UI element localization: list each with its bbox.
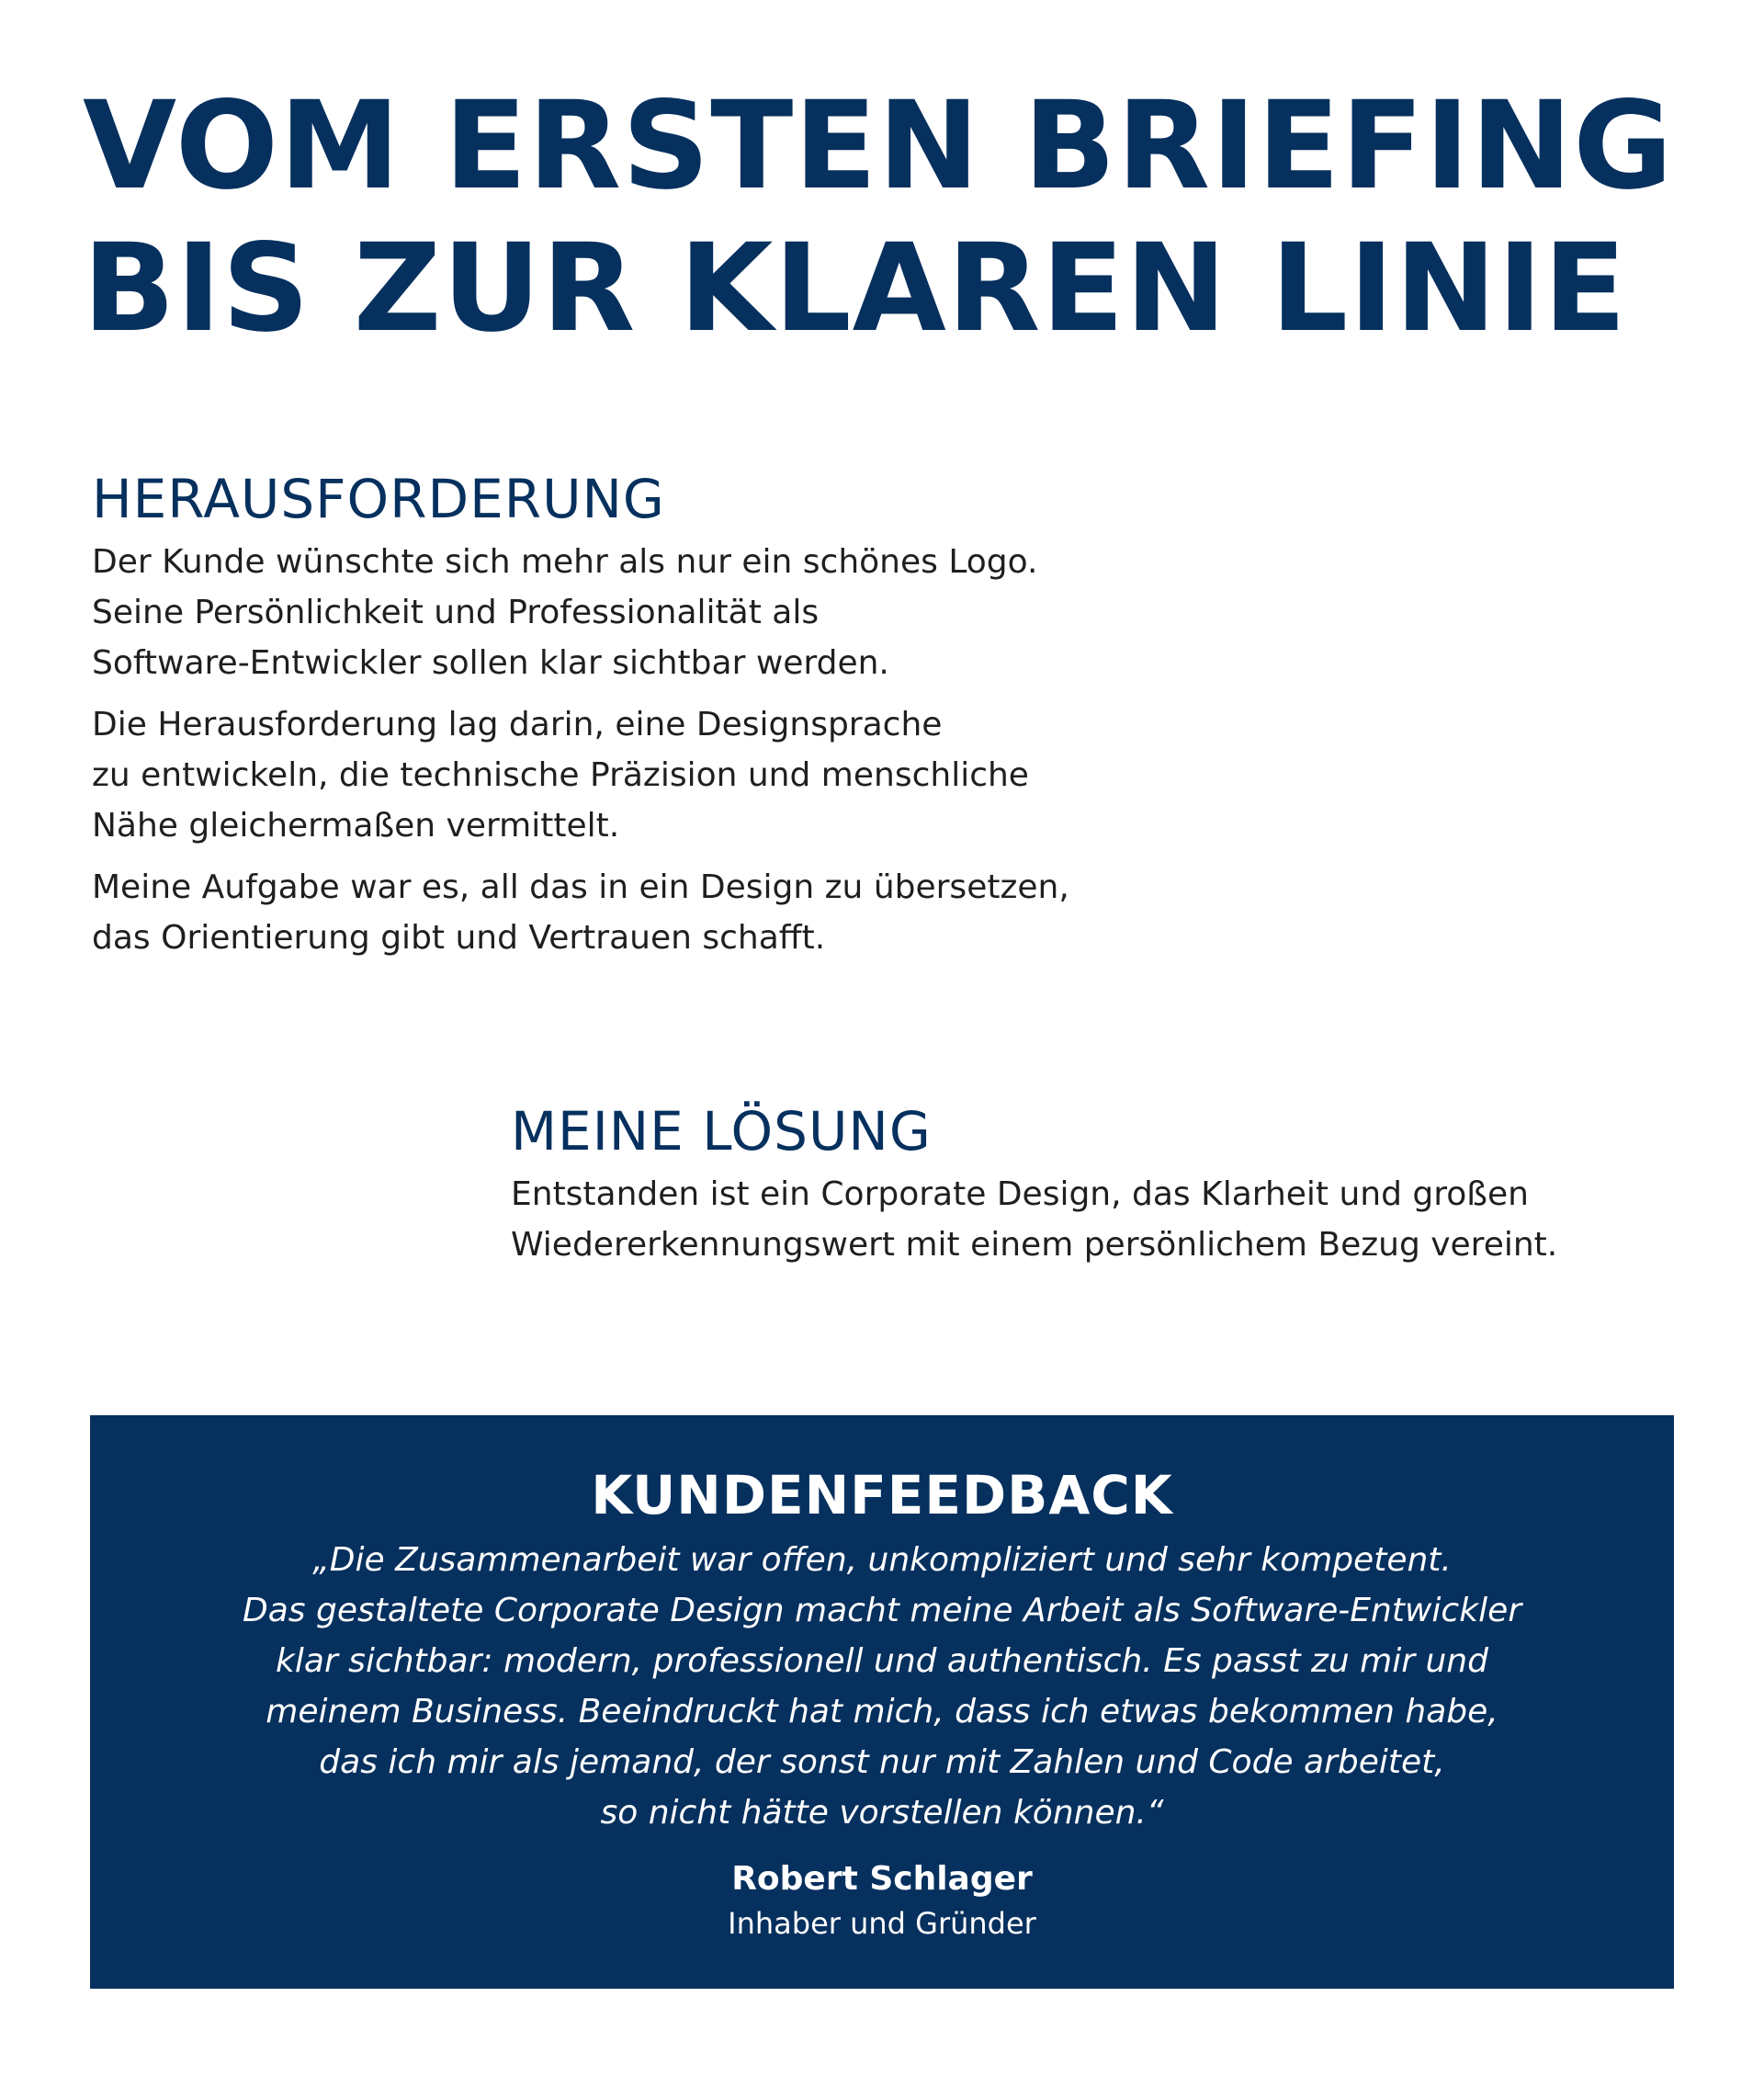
feedback-author: Robert Schlager <box>731 1860 1033 1898</box>
text-line: Der Kunde wünschte sich mehr als nur ein schönes Logo. <box>92 543 1038 581</box>
text-line: zu entwickeln, die technische Präzision und menschliche <box>92 756 1029 794</box>
quote-line: meinem Business. Beeindruckt hat mich, dass ich etwas bekommen habe, <box>266 1693 1498 1730</box>
feedback-heading: KUNDENFEEDBACK <box>591 1464 1173 1526</box>
quote-line: „Die Zusammenarbeit war offen, unkompliziert und sehr kompetent. <box>312 1541 1452 1579</box>
quote-line: das ich mir als jemand, der sonst nur mit Zahlen und Code arbeitet, <box>319 1743 1445 1781</box>
challenge-paragraph-2 <box>92 699 1194 851</box>
page-title-line-1: VOM ERSTEN BRIEFING <box>83 75 1674 217</box>
solution-section <box>511 1099 1733 1270</box>
quote-line: Das gestaltete Corporate Design macht meine Arbeit als Software-Entwickler <box>242 1592 1522 1629</box>
text-line: Wiedererkennungswert mit einem persönlichem Bezug vereint. <box>511 1226 1558 1264</box>
text-line: Nähe gleichermaßen vermittelt. <box>92 807 620 845</box>
challenge-paragraph-1 <box>92 537 1194 688</box>
feedback-box <box>90 1415 1674 1989</box>
challenge-heading: HERAUSFORDERUNG <box>92 468 665 530</box>
challenge-paragraph-3 <box>92 862 1194 963</box>
text-line: Seine Persönlichkeit und Professionalität als <box>92 594 820 631</box>
text-line: Meine Aufgabe war es, all das in ein Design zu übersetzen, <box>92 868 1069 906</box>
quote-line: so nicht hätte vorstellen können.“ <box>600 1794 1164 1832</box>
challenge-section <box>92 467 1194 974</box>
feedback-quote <box>90 1535 1674 1838</box>
feedback-author-role: Inhaber und Gründer <box>728 1906 1036 1941</box>
page-title-line-2: BIS ZUR KLAREN LINIE <box>83 218 1628 359</box>
quote-line: klar sichtbar: modern, professionell und authentisch. Es passt zu mir und <box>276 1642 1488 1680</box>
solution-paragraph <box>511 1169 1733 1270</box>
page-title <box>83 75 1700 360</box>
solution-heading: MEINE LÖSUNG <box>511 1100 932 1163</box>
text-line: das Orientierung gibt und Vertrauen schafft. <box>92 919 826 957</box>
text-line: Entstanden ist ein Corporate Design, das Klarheit und großen <box>511 1175 1529 1213</box>
text-line: Die Herausforderung lag darin, eine Designsprache <box>92 706 943 743</box>
text-line: Software-Entwickler sollen klar sichtbar werden. <box>92 644 889 682</box>
